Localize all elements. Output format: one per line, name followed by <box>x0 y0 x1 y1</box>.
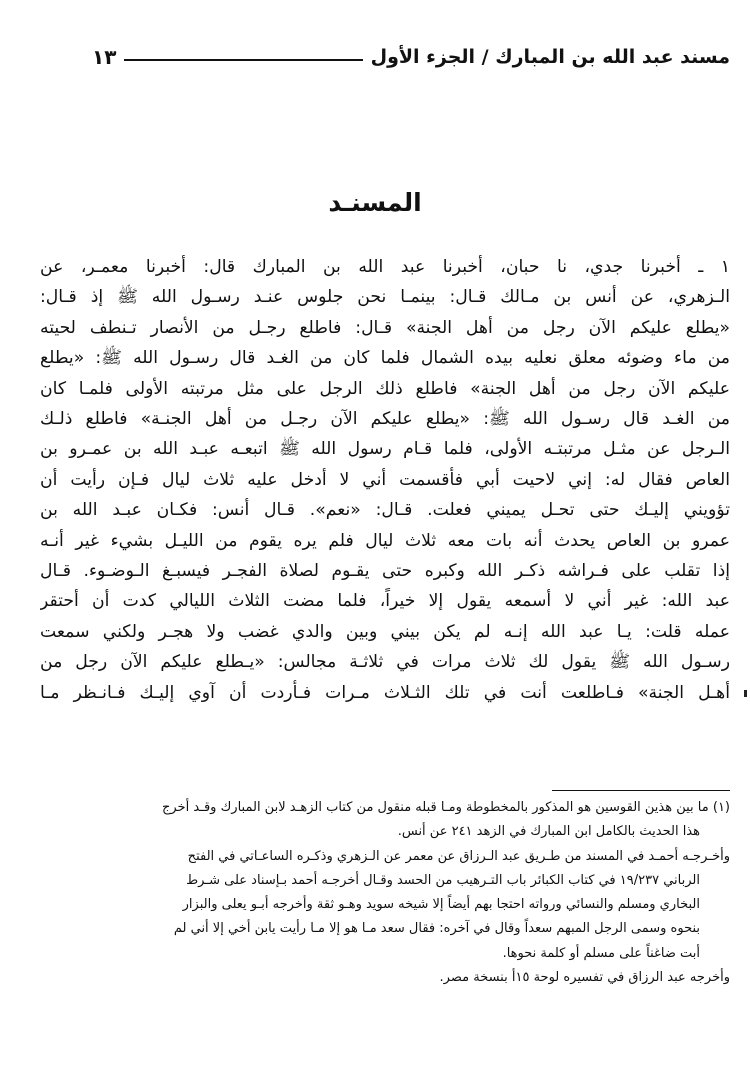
text-line: عمرو بن العاص يحدث أنه بات معه ثلاث ليال فلم يره يقوم من الليـل بشيء غير أنـه <box>40 530 730 551</box>
text-line: تؤويني إليـك حتى تحـل يميني فعلت. قـال: «نعم». قـال أنس: فكـان عبـد الله بن <box>40 500 730 521</box>
margin-speck <box>744 690 747 697</box>
text-line: عمله قلت: يـا عبد الله إنـه لم يكن بيني وبين والدي غضب ولا هجـر ولكني سمعت <box>40 621 730 642</box>
text-line: عبد الله: غير أني لا أسمعه يقول إلا خيراً، فلما مضت الثلاث الليالي كدت أن أحتقر <box>40 591 730 612</box>
text-line: الـزهري، عن أنس بن مـالك قـال: بينمـا نحن جلوس عنـد رسـول الله ﷺ إذ قـال: <box>40 287 730 308</box>
header-rule <box>124 59 362 61</box>
footnote-line: (١) ما بين هذين القوسين هو المذكور بالمخطوطة ومـا قبله منقول من كتاب الزهـد لابن المبارك وقـد أخرج <box>161 800 730 815</box>
text-line: عليكم الآن رجل من أهل الجنة» فاطلع ذلك الرجل على مثل مرتبته الأولى فلمـا كان <box>40 378 730 399</box>
running-header <box>92 40 730 74</box>
text-line: الـرجل عن مثـل مرتبتـه الأولى، فلما قـام رسول الله ﷺ اتبعـه عبـد الله بن عمـرو بن <box>40 439 730 460</box>
footnote-line: وأخـرجـه أحمـد في المسند من طـريق عبد الـرزاق عن معمر عن الـزهري وذكـره الساعـاتي في الفتح <box>187 848 730 864</box>
footnote-line: بنحوه وسمى الرجل المبهم سعداً وقال في آخره: فقال سعد مـا هو إلا مـا رأيت يابن أخي إلا أني لم <box>173 921 700 937</box>
text-line: «يطلع عليكم الآن رجل من أهل الجنة» قـال: فاطلع رجـل من الأنصار تـنطف لحيته <box>40 317 730 338</box>
text-line: أهـل الجنة» فـاطلعت أنت في تلك الثـلاث مـرات فـأردت أن آوي إليـك فـانـظر مـا <box>40 682 730 703</box>
footnote-line: وأخرجه عبد الرزاق في تفسيره لوحة ١٥أ بنسخة مصر. <box>439 970 730 986</box>
footnote-line: البخاري ومسلم والنسائي ورواته احتجا بهم أيضاً إلا شيخه سويد وهـو ثقة وأخرجه أبـو يعلى والبزار <box>182 897 700 913</box>
text-line: من الغـد قال رسـول الله ﷺ: «يطلع عليكم الآن رجـل من أهل الجنـة» فاطلع ذلـك <box>40 409 730 430</box>
page-number: ١٣ <box>92 45 117 69</box>
text-line: من ماء وضوئه معلق نعليه بيده الشمال فلما كان من الغـد قال رسـول الله ﷺ: «يطلع <box>40 348 730 369</box>
book-title: مسند عبد الله بن المبارك / الجزء الأول <box>370 46 730 68</box>
hadith-text <box>40 252 730 708</box>
footnote-line: الرباني ١٩/٢٣٧ في كتاب الكبائر باب التـرهيب من الحسد وقـال أخرجـه أحمد بـإسناد على شـرط <box>186 872 700 888</box>
text-line: رسـول الله ﷺ يقول لك ثلاث مرات في ثلاثـة مجالس: «يـطلع عليكم الآن رجل من <box>40 652 730 673</box>
footnote-line: أبت ضاغناً على مسلم أو كلمة نحوها. <box>502 945 700 961</box>
section-heading: المسنـد <box>328 188 422 217</box>
text-line: العاص فقال له: إني لاحيت أبي فأقسمت أني لا أدخل عليه ثلاث ليال فـإن رأيت أن <box>40 469 730 490</box>
text-line: ١ ـ أخبرنا جدي، نا حبان، أخبرنا عبد الله بن المبارك قال: أخبرنا معمـر، عن <box>40 257 730 277</box>
footnotes <box>30 796 730 990</box>
footnote-separator <box>552 790 730 791</box>
footnote-line: هذا الحديث بالكامل ابن المبارك في الزهد ٢٤١ عن أنس. <box>397 824 700 840</box>
text-line: إذا تقلب على فـراشه ذكـر الله وكبره حتى يقـوم لصلاة الفجـر فيسبـغ الـوضـوء. قـال <box>40 561 730 582</box>
